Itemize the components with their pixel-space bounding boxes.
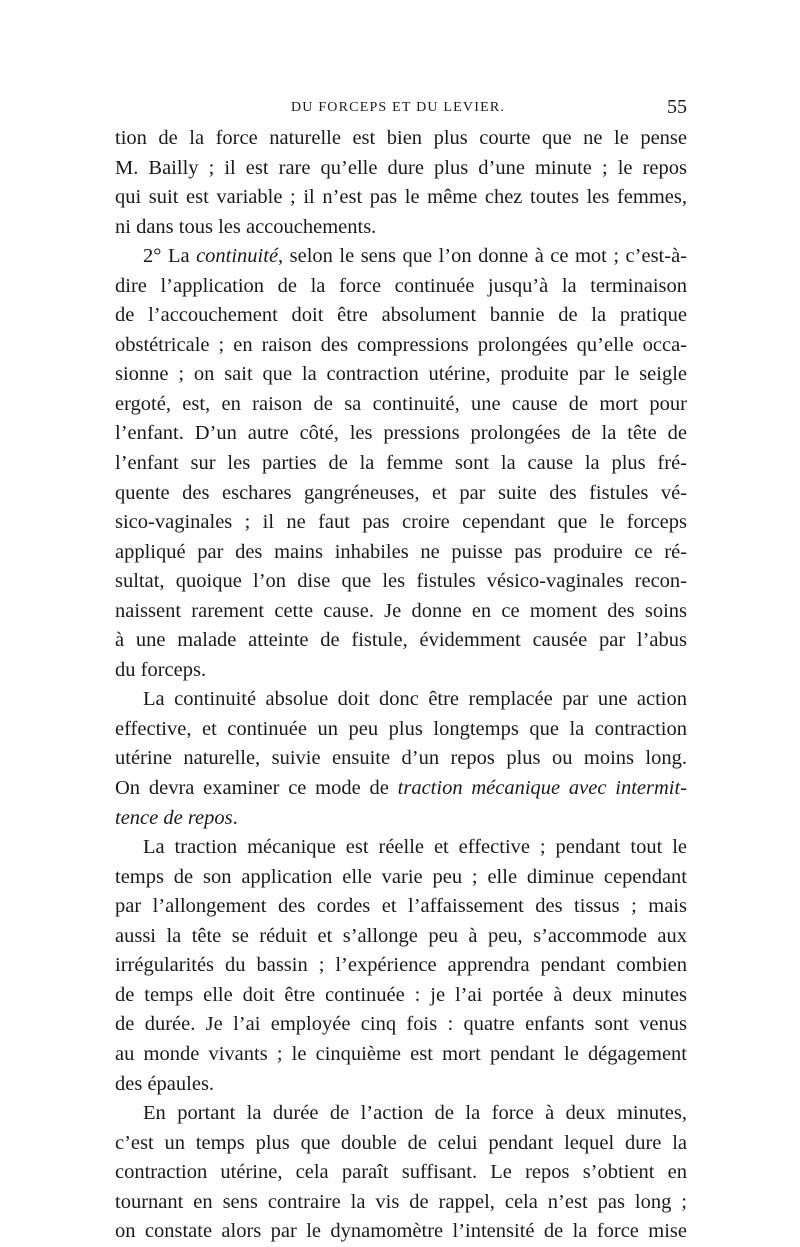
text-segment: On devra examiner ce mode de	[115, 777, 398, 800]
text-segment: 2° La	[143, 245, 197, 268]
text-line: l’enfant. D’un autre côté, les pressions prolongées de la tête de	[115, 422, 687, 445]
text-line: sionne ; on sait que la contraction utérine, produite par le seigle	[115, 363, 687, 386]
text-line: l’enfant sur les parties de la femme sont la cause la plus fré-	[115, 452, 687, 475]
text-line: naissent rarement cette cause. Je donne en ce moment des soins	[115, 599, 687, 622]
text-line: tournant en sens contraire la vis de rappel, cela n’est pas long ;	[115, 1190, 687, 1213]
text-line: irrégularités du bassin ; l’expérience apprendra pendant combien	[115, 954, 687, 977]
italic-term: tence de repos	[115, 806, 233, 829]
text-line: c’est un temps plus que double de celui pendant lequel dure la	[115, 1131, 687, 1154]
text-line: sultat, quoique l’on dise que les fistules vésico-vaginales recon-	[115, 570, 687, 593]
text-line: sico-vaginales ; il ne faut pas croire cependant que le forceps	[115, 511, 687, 534]
text-line: temps de son application elle varie peu ; elle diminue cependant	[115, 865, 687, 888]
text-line: tion de la force naturelle est bien plus courte que ne le pense	[115, 127, 687, 149]
text-line: de temps elle doit être continuée : je l’ai portée à deux minutes	[115, 983, 687, 1006]
text-line: effective, et continuée un peu plus longtemps que la contraction	[115, 717, 687, 740]
text-segment: , selon le sens que l’on donne à ce mot ; c’est-à-	[278, 245, 687, 268]
text-line: ni dans tous les accouchements.	[115, 215, 377, 238]
body-text	[115, 124, 687, 1247]
text-line: La traction mécanique est réelle et effective ; pendant tout le	[143, 836, 687, 859]
text-line	[115, 242, 687, 272]
running-head	[115, 96, 687, 120]
text-line: aussi la tête se réduit et s’allonge peu à peu, s’accommode aux	[115, 924, 687, 947]
text-line: appliqué par des mains inhabiles ne puisse pas produire ce ré-	[115, 540, 687, 563]
text-line: La continuité absolue doit donc être remplacée par une action	[143, 688, 687, 711]
text-line: En portant la durée de l’action de la force à deux minutes,	[143, 1102, 687, 1125]
text-line: contraction utérine, cela paraît suffisant. Le repos s’obtient en	[115, 1161, 687, 1184]
italic-term: traction mécanique avec intermit-	[397, 777, 688, 800]
text-line: quente des eschares gangréneuses, et par suite des fistules vé-	[115, 481, 687, 504]
italic-term: continuité	[196, 245, 279, 268]
text-line: qui suit est variable ; il n’est pas le même chez toutes les femmes,	[115, 186, 687, 209]
running-title: DU FORCEPS ET DU LEVIER.	[291, 100, 506, 115]
text-line: ergoté, est, en raison de sa continuité, une cause de mort pour	[115, 392, 687, 415]
text-line: du forceps.	[115, 658, 207, 681]
text-line	[115, 774, 687, 804]
text-line: des épaules.	[115, 1072, 215, 1095]
text-line: de durée. Je l’ai employée cinq fois : quatre enfants sont venus	[115, 1013, 687, 1036]
text-segment: .	[232, 806, 238, 829]
text-line: de l’accouchement doit être absolument bannie de la pratique	[115, 304, 687, 327]
text-line: utérine naturelle, suivie ensuite d’un repos plus ou moins long.	[115, 747, 687, 770]
text-line: au monde vivants ; le cinquième est mort pendant le dégagement	[115, 1042, 687, 1065]
text-line: dire l’application de la force continuée jusqu’à la terminaison	[115, 274, 687, 297]
text-line: obstétricale ; en raison des compressions prolongées qu’elle occa-	[115, 333, 687, 356]
text-line: par l’allongement des cordes et l’affaissement des tissus ; mais	[115, 895, 687, 918]
text-line: M. Bailly ; il est rare qu’elle dure plus d’une minute ; le repos	[115, 156, 687, 179]
text-line: à une malade atteinte de fistule, évidemment causée par l’abus	[115, 629, 687, 652]
text-line	[115, 804, 687, 834]
page-number: 55	[667, 96, 687, 118]
text-line: on constate alors par le dynamomètre l’intensité de la force mise	[115, 1220, 687, 1243]
